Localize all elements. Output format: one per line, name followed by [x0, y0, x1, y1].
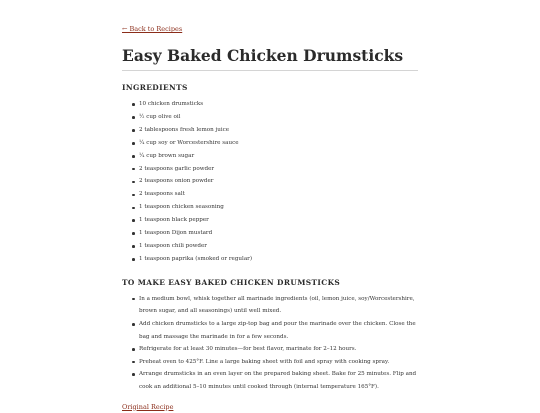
steps-heading: TO MAKE EASY BAKED CHICKEN DRUMSTICKS [122, 277, 341, 287]
ingredient-item: 2 teaspoons salt [132, 188, 418, 201]
ingredient-item: ½ cup olive oil [132, 111, 418, 124]
ingredients-list [122, 98, 418, 266]
ingredient-item: 10 chicken drumsticks [132, 98, 418, 111]
step-item: Refrigerate for at least 30 minutes—for best flavor, marinate for 2–12 hours. [132, 343, 418, 356]
ingredient-item: 1 teaspoon paprika (smoked or regular) [132, 253, 418, 266]
ingredient-item: 2 teaspoons onion powder [132, 175, 418, 188]
step-item: Preheat oven to 425°F. Line a large baking sheet with foil and spray with cooking spray. [132, 356, 418, 369]
ingredient-item: 2 teaspoons garlic powder [132, 163, 418, 176]
ingredients-heading: INGREDIENTS [122, 83, 188, 92]
step-item: In a medium bowl, whisk together all marinade ingredients (oil, lemon juice, soy/Worcestershire, brown sugar, and all seasonings) until well mixed. [132, 293, 418, 318]
ingredient-item: 1 teaspoon Dijon mustard [132, 227, 418, 240]
ingredient-item: ¼ cup brown sugar [132, 150, 418, 163]
recipe-page [122, 0, 418, 413]
ingredient-item: 1 teaspoon chili powder [132, 240, 418, 253]
steps-list [122, 293, 418, 394]
ingredient-item: 2 tablespoons fresh lemon juice [132, 124, 418, 137]
step-item: Arrange drumsticks in an even layer on the prepared baking sheet. Bake for 25 minutes. Flip and cook an additional 5–10 minutes until cooked through (internal temperature 165°F). [132, 368, 418, 393]
title-divider [122, 70, 418, 71]
original-recipe-link[interactable]: Original Recipe [122, 402, 174, 411]
back-to-recipes-link[interactable]: ← Back to Recipes [122, 25, 183, 33]
step-item: Add chicken drumsticks to a large zip-top bag and pour the marinade over the chicken. Close the bag and massage the marinade in for a few seconds. [132, 318, 418, 343]
ingredient-item: 1 teaspoon chicken seasoning [132, 201, 418, 214]
ingredient-item: 1 teaspoon black pepper [132, 214, 418, 227]
page-title: Easy Baked Chicken Drumsticks [122, 46, 404, 65]
ingredient-item: ¼ cup soy or Worcestershire sauce [132, 137, 418, 150]
